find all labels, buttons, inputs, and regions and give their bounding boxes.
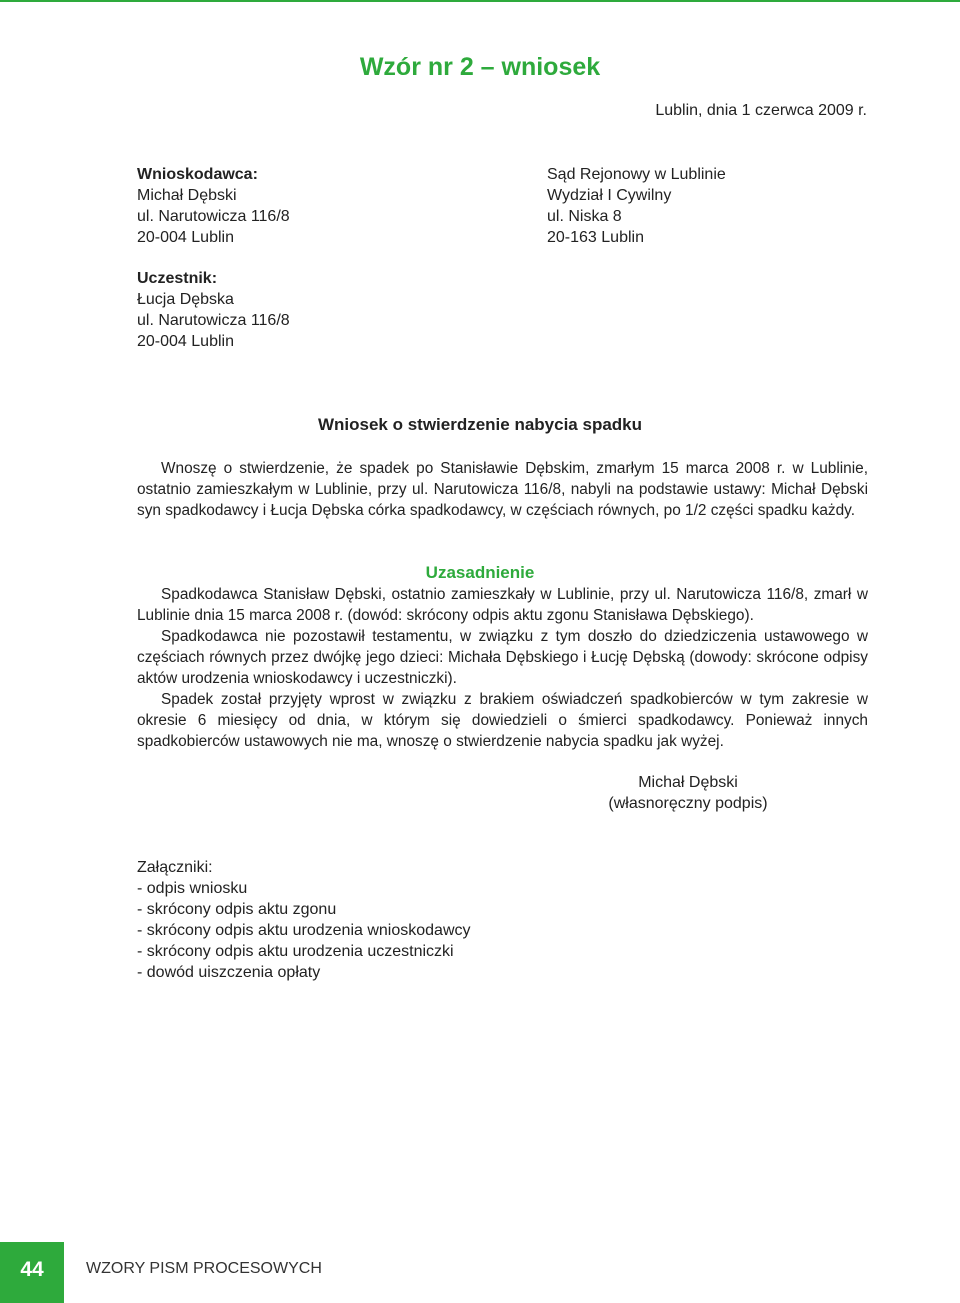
applicant-street: ul. Narutowicza 116/8: [137, 208, 290, 225]
participant-block: [137, 268, 290, 352]
attachment-item: - skrócony odpis aktu zgonu: [137, 901, 337, 918]
request-paragraph: Wnoszę o stwierdzenie, że spadek po Stanisławie Dębskim, zmarłym 15 marca 2008 r. w Lublinie, ostatnio zamieszkałym w Lublinie, przy ul. Narutowicza 116/8, nabyli na podstawie ustawy: Michał Dębski syn spadkodawcy i Łucja Dębska córka spadkodawcy, w częściach równych, po 1/2 części spadku każdy.: [137, 460, 868, 519]
court-street: ul. Niska 8: [547, 208, 622, 225]
justification-paragraph: Spadkodawca nie pozostawił testamentu, w związku z tym doszło do dziedziczenia ustawowego w częściach równych przez dwójkę jego dzieci: Michała Dębskiego i Łucję Dębską (dowody: skrócone odpisy aktów urodzenia wnioskodawcy i uczestniczki).: [137, 628, 868, 687]
participant-name: Łucja Dębska: [137, 291, 234, 308]
attachments-label: Załączniki:: [137, 859, 213, 876]
page-number: 44: [20, 1258, 44, 1281]
attachment-item: - odpis wniosku: [137, 880, 248, 897]
applicant-block: [137, 164, 290, 248]
document-title: Wniosek o stwierdzenie nabycia spadku: [317, 415, 643, 434]
court-block: [547, 164, 726, 248]
attachments-block: [137, 857, 471, 983]
attachments-list: [137, 878, 471, 983]
justification-heading: Uzasadnienie: [425, 563, 535, 582]
participant-street: ul. Narutowicza 116/8: [137, 312, 290, 329]
justification-paragraph: Spadkodawca Stanisław Dębski, ostatnio zamieszkały w Lublinie, przy ul. Narutowicza 116/8, zmarł w Lublinie dnia 15 marca 2008 r. (dowód: skrócony odpis aktu zgonu Stanisława Dębskiego).: [137, 586, 868, 624]
date-line: Lublin, dnia 1 czerwca 2009 r.: [655, 102, 867, 119]
signature-note: (własnoręczny podpis): [608, 795, 768, 812]
court-name: Sąd Rejonowy w Lublinie: [547, 166, 726, 183]
attachment-item: - skrócony odpis aktu urodzenia wnioskodawcy: [137, 922, 471, 939]
participant-label: Uczestnik:: [137, 270, 218, 287]
justification-paragraph: Spadek został przyjęty wprost w związku z brakiem oświadczeń spadkobierców w tym zakresie w okresie 6 miesięcy od dnia, w którym się dowiedzieli o śmierci spadkodawcy. Ponieważ innych spadkobierców ustawowych nie ma, wnoszę o stwierdzenie nabycia spadku jak wyżej.: [137, 691, 868, 750]
top-rule: [0, 0, 960, 2]
applicant-city: 20-004 Lublin: [137, 229, 234, 246]
court-city: 20-163 Lublin: [547, 229, 644, 246]
court-division: Wydział I Cywilny: [547, 187, 672, 204]
attachment-item: - dowód uiszczenia opłaty: [137, 964, 321, 981]
participant-city: 20-004 Lublin: [137, 333, 234, 350]
footer-section-title: WZORY PISM PROCESOWYCH: [86, 1260, 322, 1277]
attachment-item: - skrócony odpis aktu urodzenia uczestniczki: [137, 943, 454, 960]
applicant-label: Wnioskodawca:: [137, 166, 258, 183]
signature-block: [608, 772, 768, 814]
signature-name: Michał Dębski: [638, 774, 738, 791]
page-number-badge: [0, 1242, 64, 1303]
page-title: Wzór nr 2 – wniosek: [359, 53, 601, 81]
applicant-name: Michał Dębski: [137, 187, 237, 204]
